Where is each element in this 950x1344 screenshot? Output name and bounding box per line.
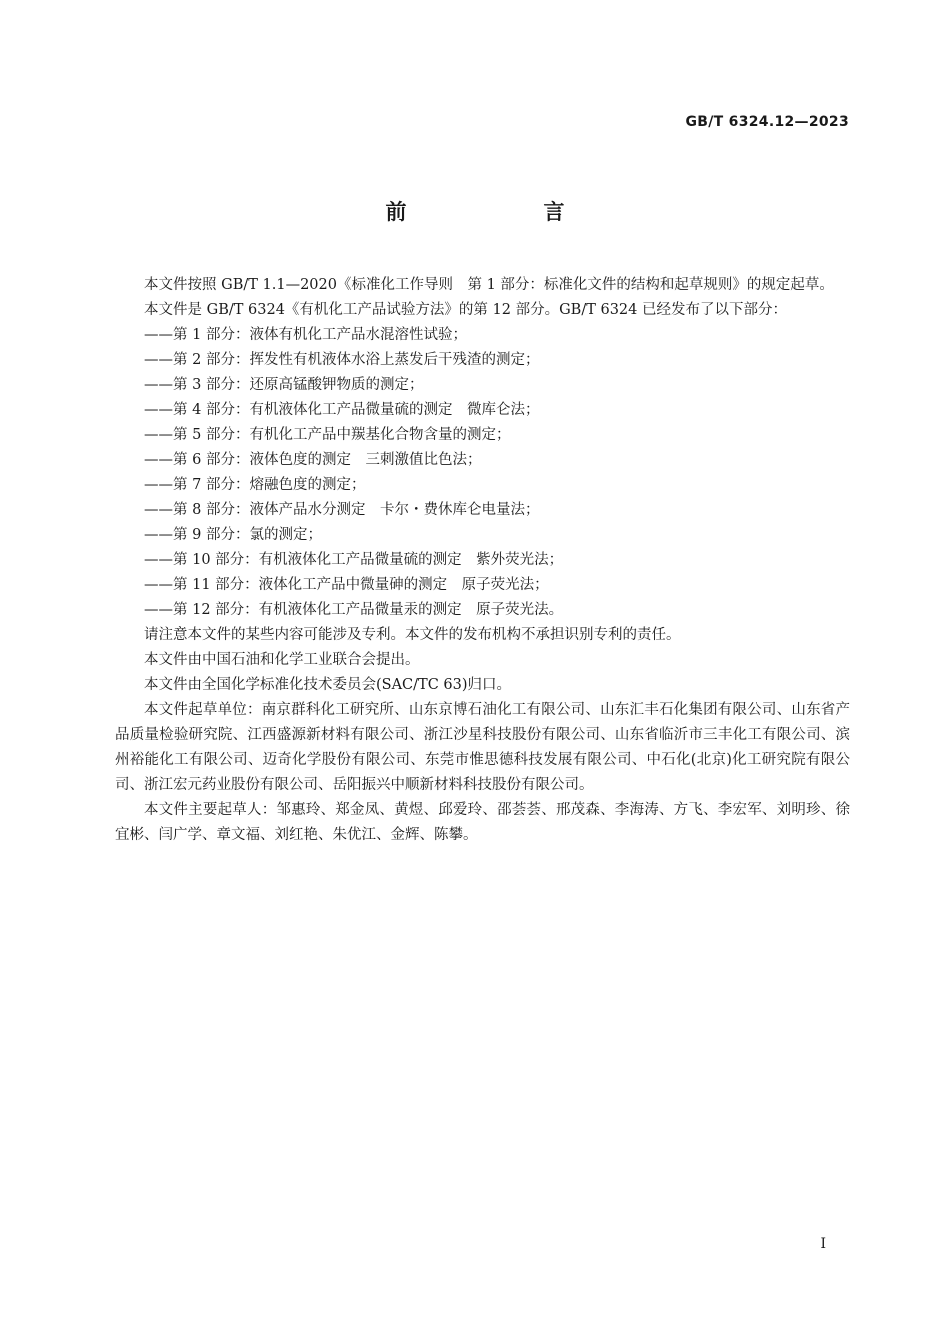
paragraph-drafting-rules: 本文件按照 GB/T 1.1—2020《标准化工作导则 第 1 部分：标准化文件的结构和起草规则》的规定起草。 xyxy=(144,277,834,293)
paragraph-patent-notice: 请注意本文件的某些内容可能涉及专利。本文件的发布机构不承担识别专利的责任。 xyxy=(144,627,681,643)
part-list-item: ——第 8 部分：液体产品水分测定 卡尔・费休库仑电量法； xyxy=(144,502,540,518)
paragraph-centralized-by: 本文件由全国化学标准化技术委员会(SAC/TC 63)归口。 xyxy=(144,677,512,693)
paragraph-drafting-units: 本文件起草单位：南京群科化工研究所、山东京博石油化工有限公司、山东汇丰石化集团有限公司、山东省产品质量检验研究院、江西盛源新材料有限公司、浙江沙星科技股份有限公司、山东省临沂市三丰化工有限公司、滨州裕能化工有限公司、迈奇化学股份有限公司、东莞市惟思德科技发展有限公司、中石化(北京)化工研究院有限公司、浙江宏元药业股份有限公司、岳阳振兴中顺新材料科技股份有限公司。 xyxy=(115,702,850,793)
part-list-item: ——第 9 部分：氯的测定； xyxy=(144,527,322,543)
part-list-item: ——第 11 部分：液体化工产品中微量砷的测定 原子荧光法； xyxy=(144,577,549,593)
paragraph-series-intro: 本文件是 GB/T 6324《有机化工产品试验方法》的第 12 部分。GB/T 6324 已经发布了以下部分： xyxy=(144,302,787,318)
page-number: I xyxy=(820,1236,826,1252)
part-list-item: ——第 1 部分：液体有机化工产品水混溶性试验； xyxy=(144,327,467,343)
standard-code: GB/T 6324.12—2023 xyxy=(685,114,849,130)
paragraph-proposed-by: 本文件由中国石油和化学工业联合会提出。 xyxy=(144,652,420,668)
part-list-item: ——第 5 部分：有机化工产品中羰基化合物含量的测定； xyxy=(144,427,511,443)
foreword-body xyxy=(115,273,850,848)
part-list-item: ——第 7 部分：熔融色度的测定； xyxy=(144,477,366,493)
part-list-item: ——第 6 部分：液体色度的测定 三刺激值比色法； xyxy=(144,452,482,468)
part-list-item: ——第 12 部分：有机液体化工产品微量汞的测定 原子荧光法。 xyxy=(144,602,564,618)
paragraph-drafters: 本文件主要起草人：邹惠玲、郑金凤、黄煜、邱爱玲、邵荟荟、邢茂森、李海涛、方飞、李宏军、刘明珍、徐宜彬、闫广学、章文福、刘红艳、朱优江、金辉、陈攀。 xyxy=(115,802,850,843)
part-list-item: ——第 3 部分：还原高锰酸钾物质的测定； xyxy=(144,377,424,393)
part-list-item: ——第 4 部分：有机液体化工产品微量硫的测定 微库仑法； xyxy=(144,402,540,418)
part-list-item: ——第 2 部分：挥发性有机液体水浴上蒸发后干残渣的测定； xyxy=(144,352,540,368)
page-title: 前 言 xyxy=(385,200,623,224)
part-list-item: ——第 10 部分：有机液体化工产品微量硫的测定 紫外荧光法； xyxy=(144,552,564,568)
